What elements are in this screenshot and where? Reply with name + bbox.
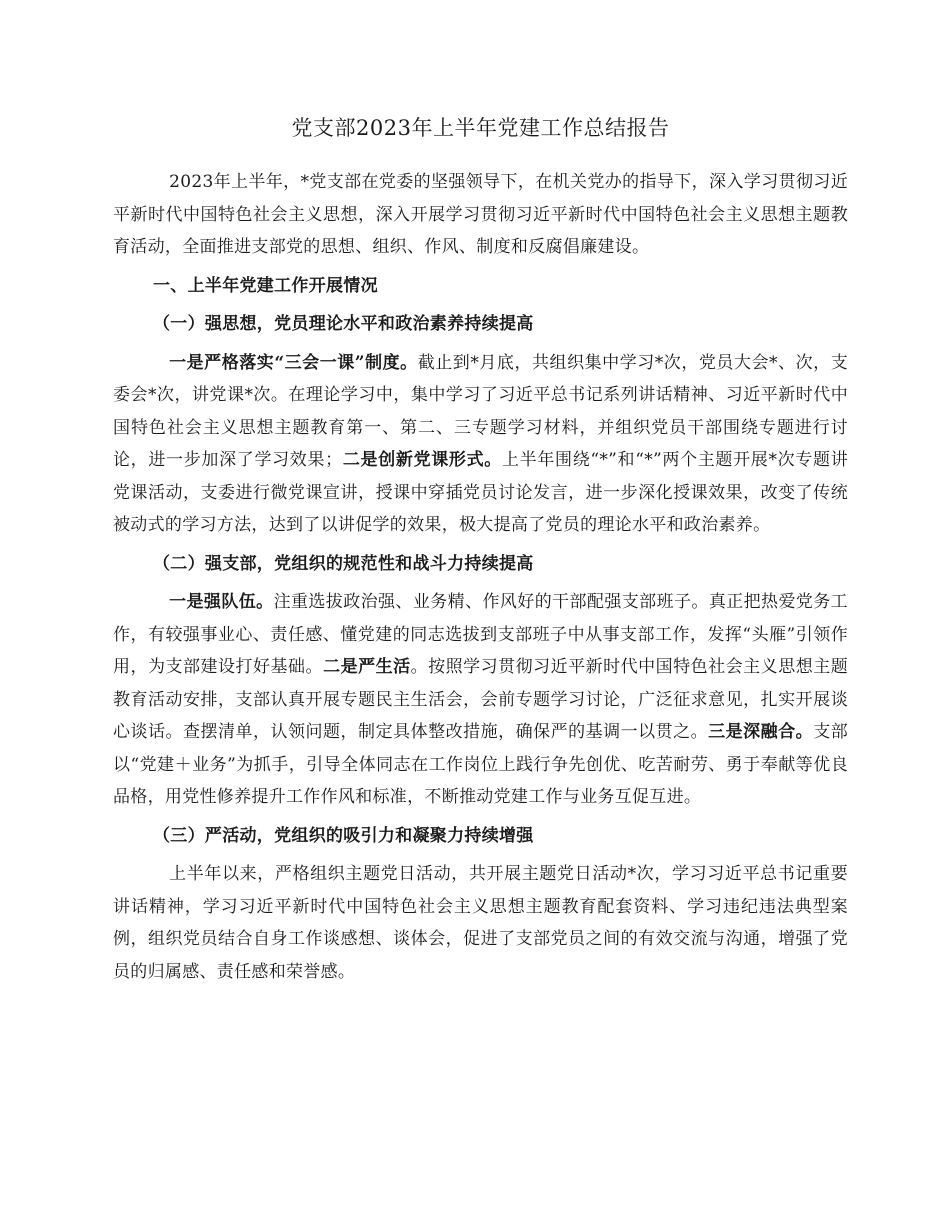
subsection-1-paragraph: [113, 347, 848, 542]
section-heading-1: 一、上半年党建工作开展情况: [153, 275, 378, 296]
lead-phrase: 三是深融合。: [708, 722, 814, 742]
subsection-heading-1: （一）强思想，党员理论水平和政治素养持续提高: [153, 314, 534, 334]
lead-phrase: 一是严格落实“三会一课”制度。: [169, 352, 418, 373]
lead-phrase: 一是强队伍。: [169, 592, 274, 612]
lead-phrase: 二是严生活: [323, 657, 411, 677]
document-page: [113, 110, 848, 994]
intro-paragraph: 2023年上半年，*党支部在党委的坚强领导下，在机关党办的指导下，深入学习贯彻习近平新时代中国特色社会主义思想，深入开展学习贯彻习近平新时代中国特色社会主义思想主题教育活动，全面推进支部党的思想、组织、作风、制度和反腐倡廉建设。: [113, 172, 848, 257]
body-text: 注重选拔政治强、业务精、作风好的干部配强支部班子。真正把热爱党务工作，有较强事业心、责任感、懂党建的同志选拔到支部班子中从事支部工作，发挥“头雁”引领作用，为支部建设打好基础。: [113, 592, 848, 677]
body-text: 。按照学习贯彻习近平新时代中国特色社会主义思想主题教育活动安排，支部认真开展专题民主生活会，会前专题学习讨论，广泛征求意见，扎实开展谈心谈话。查摆清单，认领问题，制定具体整改措施，确保严的基调一以贯之。: [113, 657, 849, 742]
lead-phrase: 二是创新党课形式。: [342, 450, 502, 470]
subsection-2-paragraph: [113, 586, 848, 814]
subsection-heading-2: （二）强支部，党组织的规范性和战斗力持续提高: [153, 553, 534, 574]
body-text: 支部以“党建＋业务”为抓手，引导全体同志在工作岗位上践行争先创优、吃苦耐劳、勇于奉献等优良品格，用党性修养提升工作作风和标准，不断推动党建工作与业务互促互进。: [113, 722, 848, 807]
document-title: 党支部2023年上半年党建工作总结报告: [291, 116, 670, 140]
subsection-heading-3: （三）严活动，党组织的吸引力和凝聚力持续增强: [153, 825, 534, 846]
body-text: 上半年围绕“*”和“*”两个主题开展*次专题讲党课活动，支委进行微党课宣讲，授课中穿插党员讨论发言，进一步深化授课效果，改变了传统被动式的学习方法，达到了以讲促学的效果，极大提高了党员的理论水平和政治素养。: [113, 450, 848, 535]
body-text: 截止到*月底，共组织集中学习*次，党员大会*、次，支委会*次，讲党课*次。在理论学习中，集中学习了习近平总书记系列讲话精神、习近平新时代中国特色社会主义思想主题教育第一、第二、三专题学习材料，并组织党员干部围绕专题进行讨论，进一步加深了学习效果；: [113, 352, 848, 470]
subsection-3-paragraph: 上半年以来，严格组织主题党日活动，共开展主题党日活动*次，学习习近平总书记重要讲话精神，学习习近平新时代中国特色社会主义思想主题教育配套资料、学习违纪违法典型案例，组织党员结合自身工作谈感想、谈体会，促进了支部党员之间的有效交流与沟通，增强了党员的归属感、责任感和荣誉感。: [113, 864, 848, 982]
